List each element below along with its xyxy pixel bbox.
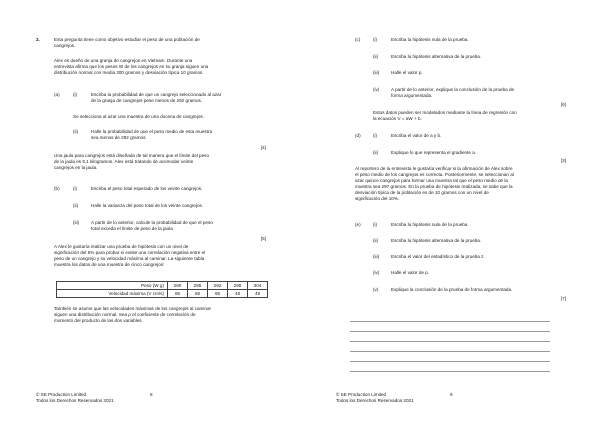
part-a-i-line-2: de la granja de cangrejos pese menos de 292 gramos.	[91, 98, 203, 103]
footer-copyright: © SE Production Limited	[36, 392, 87, 397]
part-c-iv-line-1: A partir de lo anterior, explique la conclusión de la prueba de	[391, 87, 515, 92]
part-e-v-number: (v)	[373, 287, 379, 292]
part-e-ii-text: Escriba la hipótesis alternativa de la prueba.	[391, 238, 482, 243]
part-c-iv-line-2: forma argumentada.	[391, 93, 433, 98]
table-cell: 86	[168, 290, 188, 298]
footer-page-number: 8	[150, 392, 153, 397]
part-c-marks: [6]	[560, 102, 566, 107]
dozen-sample-line: Se selecciona al azar una muestra de una docena de cangrejos.	[73, 114, 205, 119]
model-line-1: Estos datos pueden ser modelados mediante la línea de regresión con	[373, 110, 517, 115]
part-c-i-text: Escriba la hipótesis nula de la prueba.	[391, 37, 469, 42]
cage-line-3: cangrejos en la jaula.	[54, 165, 98, 170]
part-a-label: (a)	[54, 92, 60, 97]
part-e-iv-number: (iv)	[373, 270, 380, 275]
part-e-label: (e)	[355, 222, 361, 227]
answer-line	[350, 361, 550, 362]
part-c-iii-text: Halle el valor p.	[391, 70, 423, 75]
part-c-iv-number: (iv)	[373, 87, 380, 92]
hypothesis-intro-line-3: peso de un cangrejo y su velocidad máxima al caminar. La siguiente tabla	[54, 256, 205, 261]
part-e-v-text: Explique la conclusión de la prueba de forma argumentada.	[391, 287, 513, 292]
part-b-iii-number: (iii)	[73, 220, 80, 225]
part-b-marks: [5]	[260, 236, 266, 241]
part-e-i-text: Escriba la hipótesis nula de la prueba.	[391, 222, 469, 227]
part-d-label: (d)	[355, 133, 361, 138]
alex-intro-line-2: entrevista afirma que los pesos W de los cangrejos en su granja siguen una	[54, 64, 209, 69]
part-a-ii-line-1: Halle la probabilidad de que el peso medio de esta muestra	[91, 129, 213, 134]
table-cell: 298	[228, 282, 248, 290]
reporter-line-4: muestra sea 297 gramos. En la prueba de hipótesis realizada, se sabe que la	[355, 184, 513, 189]
answer-line	[350, 351, 550, 352]
reporter-line-1: Al reportero de la entrevista le gustaría verificar si la afirmación de Alex sobre	[355, 166, 513, 171]
part-c-i-number: (i)	[373, 37, 378, 42]
intro-line-1: Esta pregunta tiene como objetivo estudiar el peso de una población de	[54, 37, 200, 42]
part-d-ii-text: Explique lo que representa el gradiente a.	[391, 150, 477, 155]
answer-line	[350, 321, 550, 322]
part-b-i-text: Escriba el peso total esperado de los veinte cangrejos.	[91, 186, 203, 191]
part-a-i-line-1: Escriba la probabilidad de que un cangrejo seleccionado al azar	[91, 92, 222, 97]
part-c-ii-text: Escriba la hipótesis alternativa de la prueba.	[391, 54, 482, 59]
hypothesis-intro-line-1: A Alex le gustaría realizar una prueba de hipótesis con un nivel de	[54, 244, 189, 249]
answer-line	[350, 371, 550, 372]
cage-line-1: Una jaula para cangrejos está diseñada de tal manera que el límite del peso	[54, 153, 210, 158]
crab-data-table	[56, 281, 268, 298]
part-a-ii-line-2: sea menos de 292 gramos.	[91, 135, 147, 140]
table-cell: 292	[208, 282, 228, 290]
table-row-label: Peso (W g)	[57, 282, 168, 290]
table-cell: 66	[188, 290, 208, 298]
part-d-marks: [3]	[560, 158, 566, 163]
table-cell: 49	[248, 290, 268, 298]
part-a-ii-number: (ii)	[73, 129, 79, 134]
table-cell: 304	[248, 282, 268, 290]
hypothesis-intro-line-2: significación del 5% para probar si existe una correlación negativa entre el	[54, 250, 206, 255]
part-d-i-number: (i)	[373, 133, 378, 138]
table-row	[57, 282, 268, 290]
reporter-line-3: azar quince cangrejos para formar una muestra tal que el peso medio de la	[355, 178, 508, 183]
part-b-iii-line-2: total exceda el límite de peso de la jaula.	[91, 226, 174, 231]
part-e-i-number: (i)	[373, 222, 378, 227]
part-e-marks: [7]	[560, 296, 566, 301]
table-cell: 66	[208, 290, 228, 298]
assume-line-3: momento del producto de las dos variables.	[54, 318, 143, 323]
intro-line-2: cangrejos.	[54, 43, 76, 48]
answer-line	[350, 341, 550, 342]
footer-page-number: 9	[450, 392, 453, 397]
alex-intro-line-1: Alex es dueño de una granja de cangrejos en Vietnam. Durante una	[54, 58, 193, 63]
part-e-ii-number: (ii)	[373, 238, 379, 243]
reporter-line-6: significación del 10%.	[355, 196, 400, 201]
part-e-iii-text: Escriba el valor del estadístico de la prueba z.	[391, 254, 485, 259]
part-b-i-number: (i)	[73, 186, 78, 191]
part-b-label: (b)	[54, 186, 60, 191]
part-a-marks: [4]	[260, 145, 266, 150]
part-c-iii-number: (iii)	[373, 70, 380, 75]
part-d-ii-number: (ii)	[373, 150, 379, 155]
part-a-i-number: (i)	[73, 92, 78, 97]
reporter-line-5: desviación típica de la población es de 10 gramos con un nivel de	[355, 190, 489, 195]
part-c-label: (c)	[355, 37, 361, 42]
part-d-i-text: Escriba el valor de a y b.	[391, 133, 442, 138]
part-b-ii-text: Halle la varianza del peso total de los veinte cangrejos.	[91, 203, 204, 208]
model-line-2: la ecuación V = aW + b.	[373, 116, 422, 121]
footer-rights: Todos los Derechos Reservados 2021	[36, 398, 114, 403]
assume-line-1: También se asume que las velocidades máximas de los cangrejos al caminar	[54, 306, 212, 311]
alex-intro-line-3: distribución normal con media 300 gramos y desviación típica 10 gramos.	[54, 70, 204, 75]
answer-line	[350, 331, 550, 332]
footer-rights: Todos los Derechos Reservados 2021	[336, 398, 414, 403]
table-cell: 280	[168, 282, 188, 290]
table-row	[57, 290, 268, 298]
table-cell: 48	[228, 290, 248, 298]
part-c-ii-number: (ii)	[373, 54, 379, 59]
footer-copyright: © SE Production Limited	[336, 392, 387, 397]
table-row-label: Velocidad máxima (V cm/s)	[57, 290, 168, 298]
hypothesis-intro-line-4: muestra los datos de una muestra de cinco cangrejos:	[54, 262, 165, 267]
part-b-ii-number: (ii)	[73, 203, 79, 208]
part-b-iii-line-1: A partir de lo anterior, calcule la probabilidad de que el peso	[91, 220, 213, 225]
table-cell: 286	[188, 282, 208, 290]
reporter-line-2: el peso medio de los cangrejos es correcta. Posteriormente, se seleccionan al	[355, 172, 514, 177]
question-number: 2.	[36, 37, 40, 42]
cage-line-2: de la jaula es 6,1 kilogramos. Alex está tratando de acomodar veinte	[54, 159, 194, 164]
assume-line-2: siguen una distribución normal. Sea ρ el coeficiente de correlación de	[54, 312, 196, 317]
part-e-iii-number: (iii)	[373, 254, 380, 259]
part-e-iv-text: Halle el valor de p.	[391, 270, 430, 275]
